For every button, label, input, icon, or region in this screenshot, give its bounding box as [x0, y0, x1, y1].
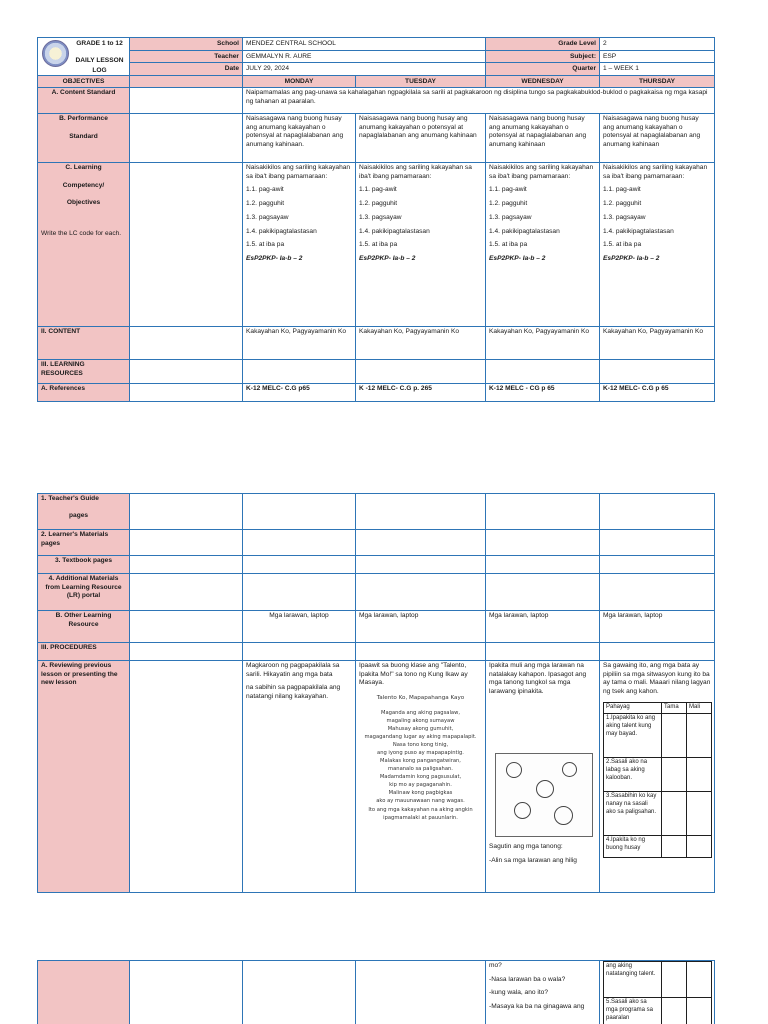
performance-monday: Naisasagawa nang buong husay ang anumang kakayahan o potensyal at napaglalabanan ang anumang kahinaan.: [243, 114, 356, 163]
competency-intro: Naisakikilos ang sariling kakayahan sa iba't ibang pamamaraan:: [489, 164, 594, 180]
performance-standard-label-2: Standard: [69, 132, 98, 140]
blank-cell: [600, 574, 715, 611]
check-box-true[interactable]: [662, 998, 687, 1024]
content-standard-label: A. Content Standard: [38, 88, 130, 114]
learning-resources-label: III. LEARNING RESOURCES: [38, 360, 130, 384]
statement-cell: 1.Ipapakita ko ang aking talent kung may bayad.: [604, 713, 662, 757]
content-tuesday: Kakayahan Ko, Pagyayamanin Ko: [356, 327, 486, 360]
competency-item: 1.4. pakikipagtalastasan: [359, 227, 430, 235]
true-false-table-continued: [603, 961, 712, 1024]
school-label: School: [130, 38, 243, 51]
statement-cell: 5.Sasali ako sa mga programa sa paaralan: [604, 998, 662, 1024]
check-box-false[interactable]: [687, 713, 712, 757]
textbook-pages-label: 3. Textbook pages: [38, 556, 130, 574]
day-header-thursday: THURSDAY: [600, 76, 715, 88]
performance-tuesday: Naisasagawa nang buong husay ang anumang kakayahan o potensyal at napaglalabanan ang anumang kahinaan: [356, 114, 486, 163]
song-line: Nasa tono kong tinig,: [392, 742, 449, 749]
date-value: JULY 29, 2024: [243, 63, 486, 76]
learners-materials-label: 2. Learner's Materials pages: [38, 530, 130, 556]
other-resources-tuesday: Mga larawan, laptop: [356, 611, 486, 643]
check-box-true[interactable]: [662, 713, 687, 757]
children-activities-illustration: [495, 753, 593, 837]
blank-cell: [130, 961, 243, 1024]
competency-item: 1.1. pag-awit: [603, 186, 641, 194]
reviewing-monday-p2: na sabihin sa pagpapakilala ang natatangi nilang kakayahan.: [246, 684, 341, 701]
blank-cell: [130, 556, 243, 574]
blank-cell: [486, 556, 600, 574]
teachers-guide-label: [38, 494, 130, 530]
content-label: II. CONTENT: [38, 327, 130, 360]
song-lyrics: [359, 694, 482, 822]
competency-thursday: [600, 163, 715, 327]
blank-cell: [243, 530, 356, 556]
blank-cell: [130, 530, 243, 556]
blank-cell: [600, 556, 715, 574]
blank-cell: [243, 556, 356, 574]
competency-item: 1.5. at iba pa: [359, 241, 398, 249]
song-line: ako ay mauunawaan nang wagas.: [376, 798, 465, 805]
deped-seal-logo: [42, 40, 69, 67]
check-box-false[interactable]: [687, 998, 712, 1024]
competency-item: 1.3. pagsayaw: [359, 213, 402, 221]
competency-item: 1.1. pag-awit: [489, 186, 527, 194]
blank-cell: [356, 556, 486, 574]
false-header: Mali: [687, 702, 712, 713]
blank-cell: [130, 384, 243, 402]
statement-header: Pahayag: [604, 702, 662, 713]
competency-item: 1.2. pagguhit: [489, 200, 528, 208]
blank-cell: [243, 574, 356, 611]
content-monday: Kakayahan Ko, Pagyayamanin Ko: [243, 327, 356, 360]
competency-monday: [243, 163, 356, 327]
performance-standard-label: [38, 114, 130, 163]
competency-item: 1.2. pagguhit: [359, 200, 398, 208]
blank-cell: [130, 114, 243, 163]
song-line: mananalo sa paligsahan.: [388, 766, 453, 773]
blank-cell: [130, 643, 243, 661]
blank-cell: [243, 643, 356, 661]
quarter-value: 1 – WEEK 1: [600, 63, 715, 76]
blank-cell: [130, 360, 243, 384]
song-line: Mahusay akong gumuhit,: [387, 725, 454, 732]
competency-intro: Naisakikilos ang sariling kakayahan sa iba't ibang pamamaraan:: [603, 164, 708, 180]
school-value: MENDEZ CENTRAL SCHOOL: [243, 38, 486, 51]
content-thursday: Kakayahan Ko, Pagyayamanin Ko: [600, 327, 715, 360]
blank-cell: [243, 494, 356, 530]
reviewing-wednesday-p3: -Alin sa mga larawan ang hilig: [489, 856, 577, 864]
reviewing-thursday: [600, 661, 715, 893]
lc-code: EsP2PKP- Ia-b – 2: [359, 254, 416, 262]
competency-item: 1.5. at iba pa: [603, 241, 642, 249]
statement-cell: 3.Sasabihin ko kay nanay na sasali ako sa paligsahan.: [604, 791, 662, 835]
song-line: Malakas kong pangangatwiran,: [380, 758, 461, 765]
continued-label-cell: [38, 961, 130, 1024]
blank-cell: [356, 961, 486, 1024]
subject-label: Subject:: [486, 50, 600, 63]
reviewing-wednesday-p1: Ipakita muli ang mga larawan na natalakay kahapon. Ipasagot ang mga tanong tungkol sa mga larawang ipinakita.: [489, 662, 587, 696]
blank-cell: [486, 643, 600, 661]
reviewing-label: A. Reviewing previous lesson or presenting the new lesson: [38, 661, 130, 893]
check-box-true[interactable]: [662, 791, 687, 835]
competency-item: 1.5. at iba pa: [246, 241, 285, 249]
additional-materials-label: 4. Additional Materials from Learning Resource (LR) portal: [38, 574, 130, 611]
check-box-false[interactable]: [687, 835, 712, 857]
competency-item: 1.2. pagguhit: [246, 200, 285, 208]
blank-cell: [600, 360, 715, 384]
question-line: mo?: [489, 962, 502, 969]
check-box-true[interactable]: [662, 962, 687, 998]
teacher-value: GEMMALYN R. AURE: [243, 50, 486, 63]
competency-item: 1.5. at iba pa: [489, 241, 528, 249]
statement-cell: 2.Sasali ako na labag sa aking kalooban.: [604, 757, 662, 791]
lesson-log-table-page-3: [37, 960, 715, 1024]
song-line: Madamdamin kong pagsusulat,: [379, 774, 462, 781]
teachers-guide-label-1: 1. Teacher's Guide: [41, 495, 99, 502]
reviewing-monday: [243, 661, 356, 893]
question-line: -kung wala, ano ito?: [489, 989, 549, 997]
header-title-cell: [38, 38, 130, 76]
blank-header-cell: [130, 76, 243, 88]
blank-cell: [130, 661, 243, 893]
blank-cell: [356, 360, 486, 384]
grade-level-label: Grade Level: [486, 38, 600, 51]
reviewing-wednesday: [486, 661, 600, 893]
other-resources-label: B. Other Learning Resource: [38, 611, 130, 643]
blank-cell: [486, 574, 600, 611]
blank-cell: [600, 643, 715, 661]
performance-thursday: Naisasagawa nang buong husay ang anumang kakayahan o potensyal at napaglalabanan ang anumang kahinaan: [600, 114, 715, 163]
objectives-header: OBJECTIVES: [38, 76, 130, 88]
blank-cell: [486, 530, 600, 556]
grade-range: GRADE 1 to 12: [76, 40, 123, 47]
true-false-table: [603, 702, 712, 858]
lc-code: EsP2PKP- Ia-b – 2: [246, 254, 303, 262]
blank-cell: [600, 530, 715, 556]
day-header-wednesday: WEDNESDAY: [486, 76, 600, 88]
song-line: ipagmamalaki at pauunlarin.: [383, 814, 458, 821]
quarter-label: Quarter: [486, 63, 600, 76]
subject-value: ESP: [600, 50, 715, 63]
statement-cell: 4.Ipakita ko ng buong husay: [604, 835, 662, 857]
log-title: DAILY LESSON LOG: [75, 57, 124, 74]
learning-competency-label-2: Competency/: [62, 181, 105, 189]
other-resources-monday: Mga larawan, laptop: [243, 611, 356, 643]
blank-cell: [130, 163, 243, 327]
reviewing-tuesday: [356, 661, 486, 893]
blank-cell: [130, 574, 243, 611]
blank-cell: [486, 494, 600, 530]
content-wednesday: Kakayahan Ko, Pagyayamanin Ko: [486, 327, 600, 360]
teachers-guide-label-2: pages: [69, 511, 89, 519]
day-header-tuesday: TUESDAY: [356, 76, 486, 88]
date-label: Date: [130, 63, 243, 76]
blank-cell: [130, 88, 243, 114]
true-header: Tama: [662, 702, 687, 713]
references-tuesday: K -12 MELC- C.G p. 265: [356, 384, 486, 402]
blank-cell: [356, 494, 486, 530]
blank-cell: [243, 360, 356, 384]
performance-standard-label-1: B. Performance: [59, 115, 108, 122]
blank-cell: [356, 530, 486, 556]
references-thursday: K-12 MELC- C.G p 65: [600, 384, 715, 402]
competency-item: 1.2. pagguhit: [603, 200, 642, 208]
question-line: -Masaya ka ba na ginagawa ang: [489, 1003, 585, 1011]
song-line: Maganda ang aking pagsalaw,: [381, 709, 460, 716]
teacher-label: Teacher: [130, 50, 243, 63]
competency-tuesday: [356, 163, 486, 327]
daily-lesson-log-table: [37, 37, 715, 402]
references-wednesday: K-12 MELC - CG p 65: [486, 384, 600, 402]
blank-cell: [130, 327, 243, 360]
check-box-false[interactable]: [687, 791, 712, 835]
song-title: Talento Ko, Mapapahanga Kayo: [376, 695, 465, 702]
references-label: A. References: [38, 384, 130, 402]
other-resources-wednesday: Mga larawan, laptop: [486, 611, 600, 643]
day-header-monday: MONDAY: [243, 76, 356, 88]
competency-wednesday: [486, 163, 600, 327]
learning-competency-label-1: C. Learning: [65, 164, 102, 171]
reviewing-monday-p1: Magkaroon ng pagpapakilala sa sarili. Hikayatin ang mga bata: [246, 662, 340, 678]
song-line: Ito ang mga kakayahan na aking angkin: [368, 806, 473, 813]
learning-competency-label: [38, 163, 130, 327]
song-line: magaling akong sumayaw: [386, 717, 455, 724]
blank-cell: [130, 494, 243, 530]
blank-cell: [356, 643, 486, 661]
competency-item: 1.4. pakikipagtalastasan: [246, 227, 317, 235]
reviewing-wednesday-continued: [486, 961, 600, 1024]
reviewing-wednesday-p2: Sagutin ang mga tanong:: [489, 842, 563, 850]
check-box-true[interactable]: [662, 757, 687, 791]
competency-item: 1.3. pagsayaw: [603, 213, 646, 221]
song-line: ang iyong puso ay mapapapintig.: [377, 750, 464, 757]
content-standard-text: Naipamamalas ang pag-unawa sa kahalagahan ngpagkilala sa sarili at pagkakaroon ng disiplina tungo sa pagkakabuklod-buklod o pagkakaisa ng mga kasapi ng tahanan at paaralan.: [243, 88, 715, 114]
check-box-false[interactable]: [687, 962, 712, 998]
lc-code: EsP2PKP- Ia-b – 2: [489, 254, 546, 262]
lc-code-note: Write the LC code for each.: [41, 230, 122, 238]
song-line: magagandang lugar ay aking mapapalapit.: [364, 733, 477, 740]
competency-intro: Naisakikilos ang sariling kakayahan sa iba't ibang pamamaraan:: [246, 164, 351, 180]
competency-item: 1.3. pagsayaw: [489, 213, 532, 221]
reviewing-thursday-p1: Sa gawaing ito, ang mga bata ay pipiliin sa mga sitwasyon kung ito ba ay tama o mali. Maaari nilang lagyan ng tsek ang kahon.: [603, 662, 711, 696]
lc-code: EsP2PKP- Ia-b – 2: [603, 254, 660, 262]
learning-competency-label-3: Objectives: [66, 199, 101, 207]
song-line: Malinaw kong pagbigkas: [388, 790, 453, 797]
blank-cell: [486, 360, 600, 384]
competency-item: 1.1. pag-awit: [246, 186, 284, 194]
blank-cell: [356, 574, 486, 611]
blank-cell: [130, 611, 243, 643]
reviewing-thursday-continued: [600, 961, 715, 1024]
check-box-true[interactable]: [662, 835, 687, 857]
competency-item: 1.1. pag-awit: [359, 186, 397, 194]
blank-cell: [600, 494, 715, 530]
other-resources-thursday: Mga larawan, laptop: [600, 611, 715, 643]
competency-item: 1.4. pakikipagtalastasan: [489, 227, 560, 235]
performance-wednesday: Naisasagawa nang buong husay ang anumang kakayahan o potensyal at napaglalabanan ang anumang kahinaan: [486, 114, 600, 163]
song-line: kip mo ay pagaganahin.: [389, 782, 452, 789]
lesson-log-table-page-2: [37, 493, 715, 893]
grade-level-value: 2: [600, 38, 715, 51]
references-monday: K-12 MELC- C.G p65: [243, 384, 356, 402]
competency-item: 1.4. pakikipagtalastasan: [603, 227, 674, 235]
reviewing-tuesday-p1: Ipaawit sa buong klase ang "Talento, Ipakita Mo!" sa tono ng Kung Ikaw ay Masaya.: [359, 662, 468, 687]
statement-cell: ang aking natatanging talent.: [604, 962, 662, 998]
competency-item: 1.3. pagsayaw: [246, 213, 289, 221]
blank-cell: [243, 961, 356, 1024]
check-box-false[interactable]: [687, 757, 712, 791]
procedures-label: III. PROCEDURES: [38, 643, 130, 661]
competency-intro: Naisakikilos ang sariling kakayahan sa iba't ibang pamamaraan:: [359, 164, 472, 180]
question-line: -Nasa larawan ba o wala?: [489, 975, 566, 983]
